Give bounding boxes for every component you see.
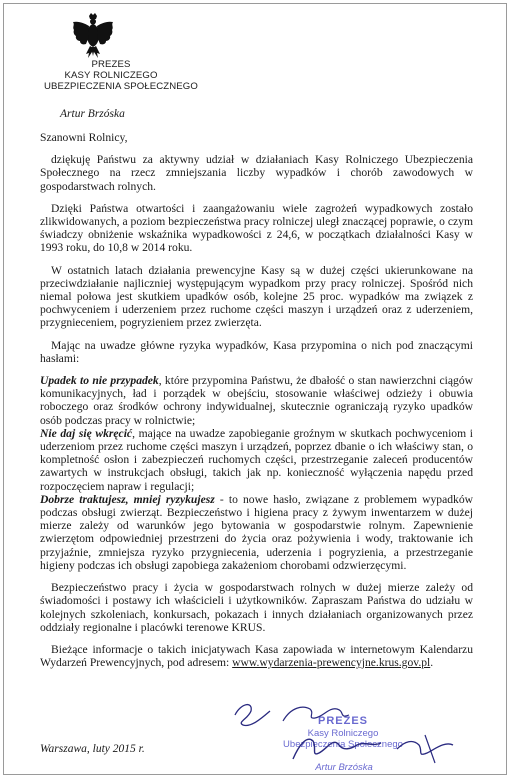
author-name: Artur Brzóska [60,108,125,120]
slogan-text: , mające na uwadze zapobieganie groźnym w skutkach pochwyceniom i uderzeniom przez ruchome części maszyn i urządzeń, poprzez dbanie o ich właściwy stan, o kompletność osłon i zabezpieczeń ruchomych części, przestrzeganie zaleceń producentów zawartych w instrukcjach obsługi, takich jak np. konieczność wyłączenia napędu przed rozpoczęciem napraw i regulacji; [40,426,473,493]
slogan-paragraph [40,427,473,493]
stamp-name: Artur Brzóska [315,762,373,773]
institution-line: PREZES [91,59,131,70]
signature-stamp-area [215,689,475,773]
paragraph: Dzięki Państwa otwartości i zaangażowaniu wiele zagrożeń wypadkowych zostało zlikwidowanych, a poziom bezpieczeństwa pracy rolniczej uległ znaczącej poprawie, o czym świadczy obniżenie wskaźnika wypadkowości z 24,6, w początkach działalności Kasy w 1993 roku, do 10,8 w 2014 roku. [40,201,473,255]
institution-line: UBEZPIECZENIA SPOŁECZNEGO [44,81,198,92]
stamp-title: PREZES [317,715,368,727]
letter-body [40,131,473,678]
slogan-paragraph [40,374,473,427]
stamp-line: Kasy Rolniczego [307,728,379,739]
slogan-text: , które przypomina Państwu, że dbałość o stan nawierzchni ciągów komunikacyjnych, ład i porządek w obejściu, stosowanie właściwej odzieży i obuwia roboczego oraz środków ochrony indywidualnej, skutecznie ograniczają ryzyko upadków osób podczas pracy w rolnictwie; [40,374,473,427]
slogan-text: - to nowe hasło, związane z problemem wypadków podczas obsługi zwierząt. Bezpieczeństwo i higiena pracy z żywym inwentarzem w dużej mierze zależy od warunków jego bytowania w gospodarstwie rolnym. Zapewnienie zwierzętom odpowiedniej przestrzeni do życia oraz pożywienia i wody, traktowanie ich przyjaźnie, zmniejsza ryzyko przygniecenia, uderzenia i pogryzienia, a przestrzeganie higieny podczas ich obsługi zapobiega zakażeniom chorobami odzwierzęcymi. [40,492,473,572]
paragraph-end: . [430,656,434,670]
slogan-title: Dobrze traktujesz, mniej ryzykujesz [40,492,215,506]
paragraph: W ostatnich latach działania prewencyjne Kasy są w dużej części ukierunkowane na przeciwdziałanie najliczniej występującym wypadkom przy pracy rolniczej. Spośród nich niemal połowa jest skutkiem upadków osób, kolejne 25 proc. wypadków ma związek z pochwyceniem i uderzeniem przez ruchome części maszyn i urządzeń oraz z uderzeniem, przygnieceniem, pogryzieniem przez zwierzęta. [40,263,473,330]
slogan-paragraph [40,493,473,572]
institution-name [44,59,198,92]
paragraph: Mając na uwadze główne ryzyka wypadków, Kasa przypomina o nich pod znaczącymi hasłami: [40,338,473,365]
greeting: Szanowni Rolnicy, [40,131,128,144]
slogan-title: Upadek to nie przypadek [40,374,159,388]
place-and-date: Warszawa, luty 2015 r. [40,743,145,755]
website-link[interactable]: www.wydarzenia-prewencyjne.krus.gov.pl [232,656,431,670]
stamp-line: Ubezpieczenia Społecznego [283,739,403,750]
slogan-title: Nie daj się wkręcić [40,426,133,440]
paragraph: Bezpieczeństwo pracy i życia w gospodarstwach rolnych w dużej mierze zależy od świadomości i postawy ich właścicieli i użytkowników. Zapraszam Państwa do udziału w kolejnych szkoleniach, konkursach, pokazach i innych działaniach organizowanych przez oddziały regionalne i placówki terenowe KRUS. [40,581,473,634]
institution-line: KASY ROLNICZEGO [64,70,158,81]
polish-eagle-emblem-icon [70,12,116,60]
paragraph-text: Bieżące informacje o takich inicjatywach Kasa zapowiada w internetowym Kalendarzu Wydarzeń Prewencyjnych, pod adresem: [40,642,473,670]
paragraph [40,643,473,669]
handwritten-signature-icon [215,689,475,773]
paragraph: dziękuję Państwu za aktywny udział w działaniach Kasy Rolniczego Ubezpieczenia Społecznego na rzecz zmniejszania liczby wypadków i chorób zawodowych w gospodarstwach rolnych. [40,153,473,193]
